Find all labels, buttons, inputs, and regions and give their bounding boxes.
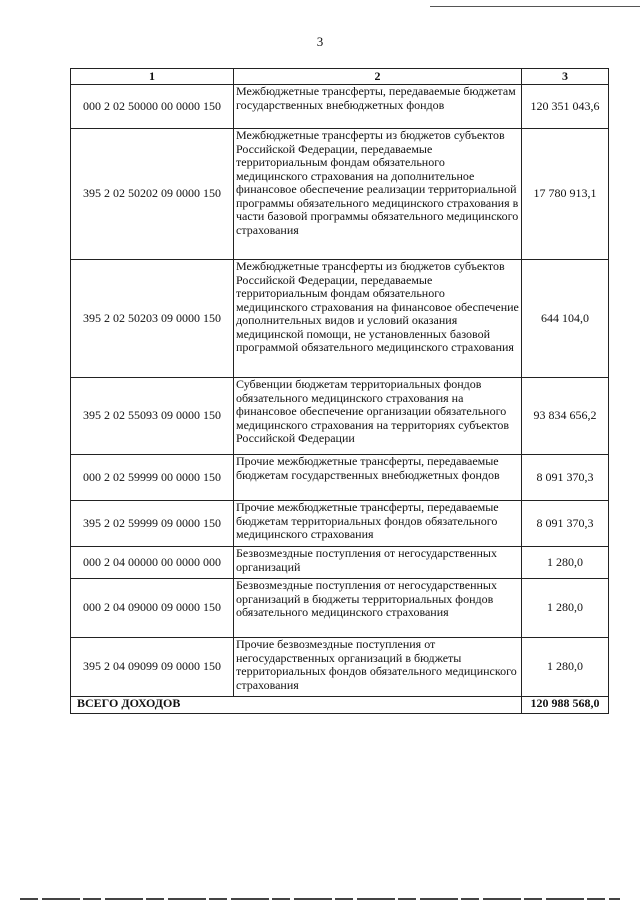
revenue-description: Межбюджетные трансферты, передаваемые бюджетам государственных внебюджетных фондов bbox=[234, 85, 522, 129]
page-number: 3 bbox=[316, 34, 324, 49]
total-amount: 120 988 568,0 bbox=[522, 697, 609, 714]
column-header-description: 2 bbox=[234, 69, 522, 85]
budget-code: 395 2 02 55093 09 0000 150 bbox=[71, 378, 234, 455]
revenue-description: Прочие безвозмездные поступления от негосударственных организаций в бюджеты территориальных фондов обязательного медицинского страхования bbox=[234, 638, 522, 697]
revenue-table bbox=[70, 68, 609, 714]
revenue-amount: 93 834 656,2 bbox=[522, 378, 609, 455]
table-row bbox=[71, 638, 609, 697]
budget-code: 395 2 02 50203 09 0000 150 bbox=[71, 260, 234, 378]
table-row bbox=[71, 85, 609, 129]
revenue-description: Безвозмездные поступления от негосударственных организаций в бюджеты территориальных фондов обязательного медицинского страхования bbox=[234, 579, 522, 638]
total-label: ВСЕГО ДОХОДОВ bbox=[71, 697, 234, 714]
budget-code: 000 2 04 00000 00 0000 000 bbox=[71, 547, 234, 579]
table-row bbox=[71, 260, 609, 378]
table-row bbox=[71, 579, 609, 638]
revenue-amount: 1 280,0 bbox=[522, 638, 609, 697]
table-row bbox=[71, 547, 609, 579]
table-row bbox=[71, 501, 609, 547]
revenue-description: Прочие межбюджетные трансферты, передаваемые бюджетам территориальных фондов обязательного медицинского страхования bbox=[234, 501, 522, 547]
table-row bbox=[71, 455, 609, 501]
budget-code: 000 2 02 50000 00 0000 150 bbox=[71, 85, 234, 129]
revenue-amount: 8 091 370,3 bbox=[522, 455, 609, 501]
revenue-amount: 17 780 913,1 bbox=[522, 129, 609, 260]
revenue-description: Межбюджетные трансферты из бюджетов субъектов Российской Федерации, передаваемые территориальным фондам обязательного медицинского страхования на финансовое обеспечение дополнительных видов и условий оказания медицинской помощи, не установленных базовой программой обязательного медицинского страхования bbox=[234, 260, 522, 378]
bottom-rule bbox=[20, 898, 620, 900]
revenue-description: Безвозмездные поступления от негосударственных организаций bbox=[234, 547, 522, 579]
table-row bbox=[71, 378, 609, 455]
revenue-description: Прочие межбюджетные трансферты, передаваемые бюджетам государственных внебюджетных фондов bbox=[234, 455, 522, 501]
table-row bbox=[71, 129, 609, 260]
revenue-amount: 120 351 043,6 bbox=[522, 85, 609, 129]
revenue-amount: 1 280,0 bbox=[522, 547, 609, 579]
revenue-description: Субвенции бюджетам территориальных фондов обязательного медицинского страхования на финансовое обеспечение организации обязательного медицинского страхования на территориях субъектов Российской Федерации bbox=[234, 378, 522, 455]
total-spacer bbox=[234, 697, 522, 714]
budget-code: 000 2 04 09000 09 0000 150 bbox=[71, 579, 234, 638]
column-header-amount: 3 bbox=[522, 69, 609, 85]
budget-code: 395 2 02 50202 09 0000 150 bbox=[71, 129, 234, 260]
budget-code: 000 2 02 59999 00 0000 150 bbox=[71, 455, 234, 501]
column-header-code: 1 bbox=[71, 69, 234, 85]
budget-code: 395 2 02 59999 09 0000 150 bbox=[71, 501, 234, 547]
revenue-amount: 8 091 370,3 bbox=[522, 501, 609, 547]
table-header-row bbox=[71, 69, 609, 85]
revenue-amount: 1 280,0 bbox=[522, 579, 609, 638]
total-row bbox=[71, 697, 609, 714]
revenue-amount: 644 104,0 bbox=[522, 260, 609, 378]
top-rule bbox=[430, 6, 640, 7]
revenue-description: Межбюджетные трансферты из бюджетов субъектов Российской Федерации, передаваемые территориальным фондам обязательного медицинского страхования на дополнительное финансовое обеспечение реализации территориальной программы обязательного медицинского страхования в части базовой программы обязательного медицинского страхования bbox=[234, 129, 522, 260]
budget-code: 395 2 04 09099 09 0000 150 bbox=[71, 638, 234, 697]
